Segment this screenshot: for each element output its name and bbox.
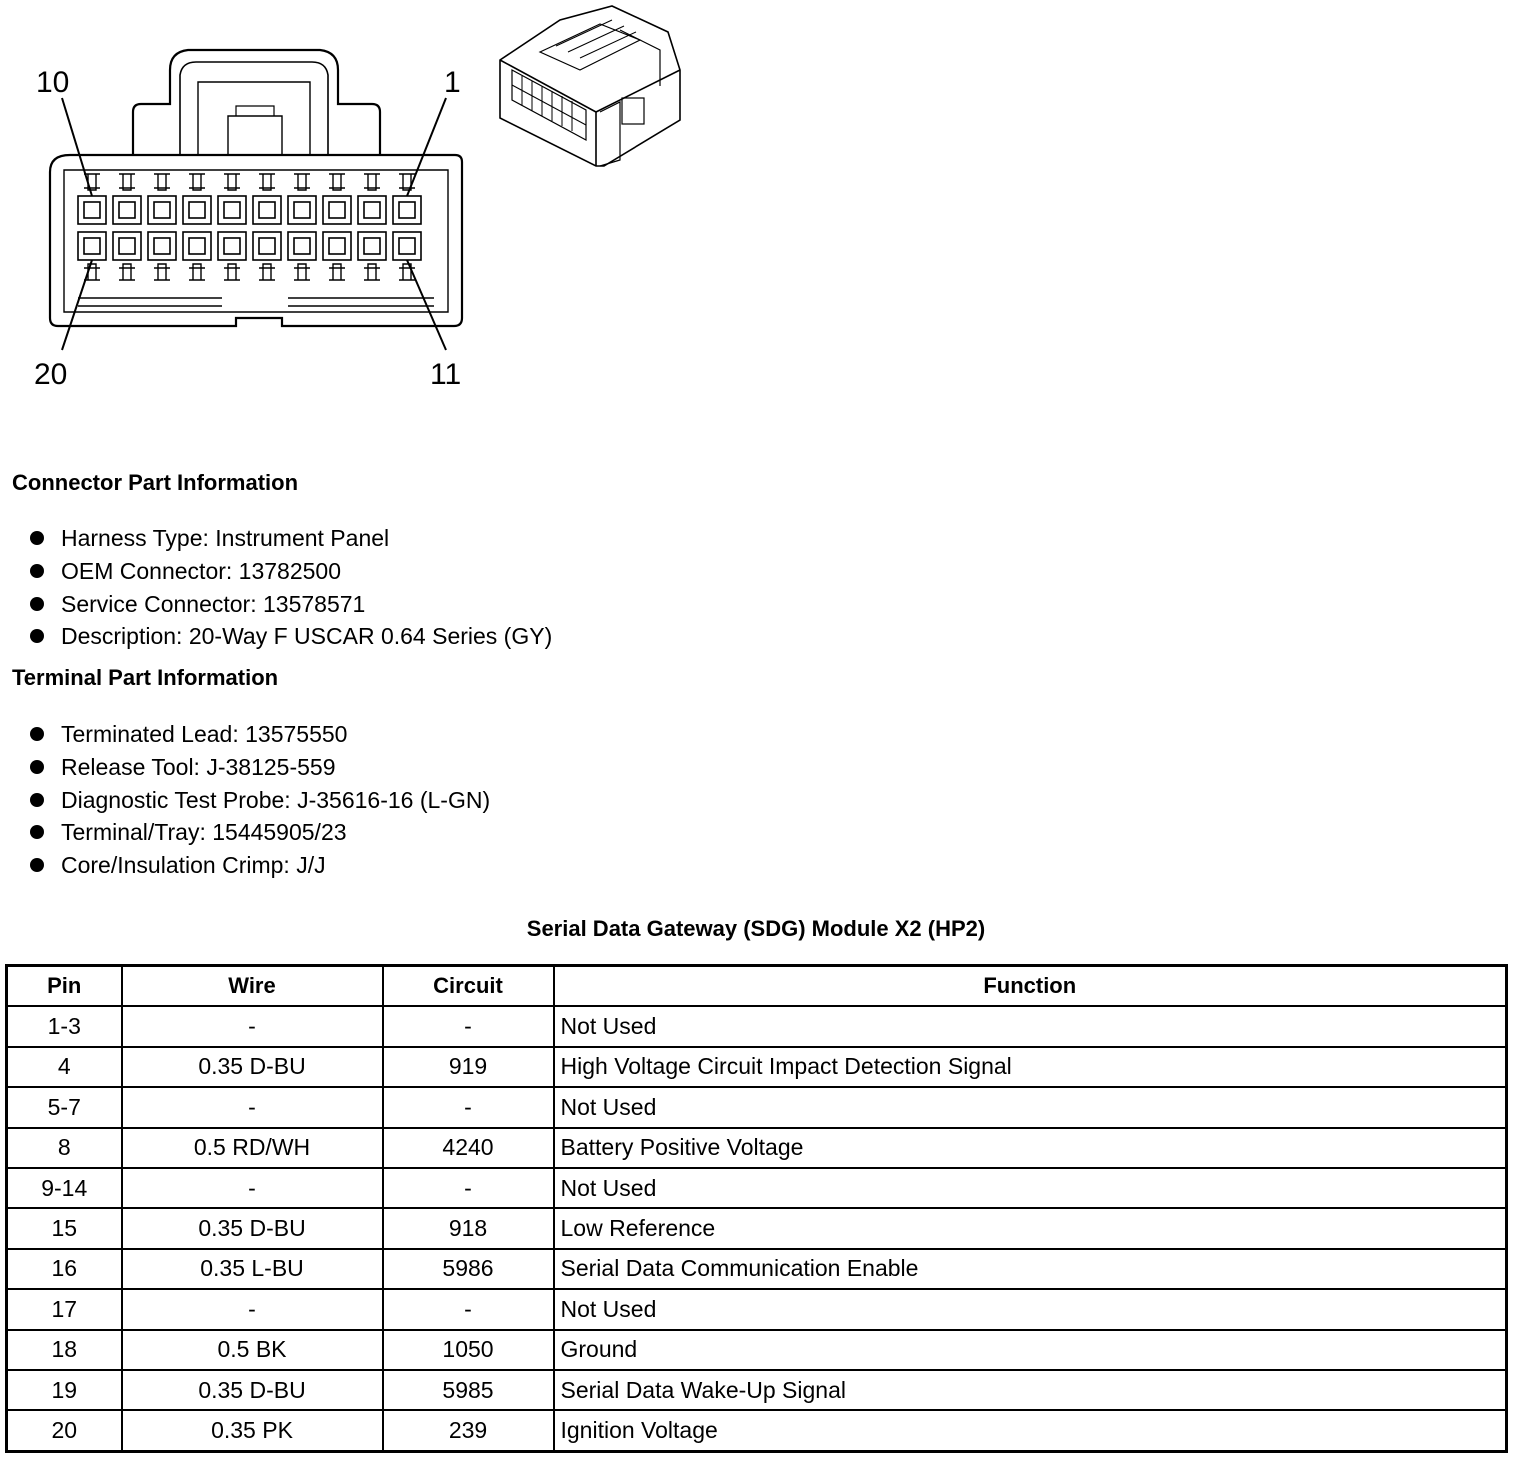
header-function: Function [554,966,1507,1007]
cell-wire: - [122,1087,383,1127]
cell-wire: - [122,1289,383,1329]
cell-circuit: 4240 [383,1128,554,1168]
table-row [7,1208,1507,1248]
list-item-text: Description: 20-Way F USCAR 0.64 Series (GY) [61,623,553,650]
cell-pin: 9-14 [7,1168,122,1208]
cell-function: Not Used [554,1168,1507,1208]
cell-pin: 5-7 [7,1087,122,1127]
bullet-icon [30,564,44,578]
cell-circuit: 5985 [383,1370,554,1410]
connector-diagram [0,0,700,420]
table-row [7,1410,1507,1451]
cell-wire: 0.5 RD/WH [122,1128,383,1168]
cell-function: Not Used [554,1087,1507,1127]
cell-pin: 1-3 [7,1006,122,1046]
table-row [7,1087,1507,1127]
bullet-icon [30,629,44,643]
cell-function: Battery Positive Voltage [554,1128,1507,1168]
table-header-row [7,966,1507,1007]
cell-pin: 19 [7,1370,122,1410]
list-item-text: Terminated Lead: 13575550 [61,721,348,747]
cell-circuit: - [383,1168,554,1208]
cell-circuit: - [383,1289,554,1329]
list-item [28,849,490,882]
list-item [28,784,490,817]
bullet-icon [30,597,44,611]
bullet-icon [30,531,44,545]
cell-circuit: 5986 [383,1249,554,1289]
list-item [28,588,552,621]
header-wire: Wire [122,966,383,1007]
table-row [7,1330,1507,1370]
cell-function: Ground [554,1330,1507,1370]
pin-label-20: 20 [34,358,68,391]
list-item [28,718,490,751]
list-item-text: Terminal/Tray: 15445905/23 [61,819,347,846]
connector-face-illustration [0,0,700,420]
list-item-text: Harness Type: Instrument Panel [61,525,390,551]
pin-label-10: 10 [36,66,70,99]
list-item-text: Service Connector: 13578571 [61,590,366,617]
bullet-icon [30,825,44,839]
cell-wire: 0.35 D-BU [122,1370,383,1410]
cell-function: Not Used [554,1006,1507,1046]
cell-wire: 0.5 BK [122,1330,383,1370]
bullet-icon [30,858,44,872]
cell-pin: 4 [7,1047,122,1087]
connector-isometric-illustration [500,6,680,166]
pin-table-title: Serial Data Gateway (SDG) Module X2 (HP2) [526,916,986,941]
cell-wire: - [122,1006,383,1046]
list-item-text: Core/Insulation Crimp: J/J [61,852,326,879]
cell-circuit: 919 [383,1047,554,1087]
table-row [7,1168,1507,1208]
list-item [28,522,552,555]
cell-wire: 0.35 L-BU [122,1249,383,1289]
terminal-part-info-heading: Terminal Part Information [12,665,279,690]
list-item [28,816,490,849]
cell-function: Low Reference [554,1208,1507,1248]
cell-function: Ignition Voltage [554,1410,1507,1451]
table-row [7,1370,1507,1410]
bullet-icon [30,727,44,741]
connector-part-info-list [28,522,552,653]
cell-function: Not Used [554,1289,1507,1329]
cell-function: Serial Data Communication Enable [554,1249,1507,1289]
list-item-text: Diagnostic Test Probe: J-35616-16 (L-GN) [61,786,491,813]
cell-circuit: 1050 [383,1330,554,1370]
cell-pin: 8 [7,1128,122,1168]
cell-function: High Voltage Circuit Impact Detection Signal [554,1047,1507,1087]
pin-label-1: 1 [444,66,461,99]
connector-part-info-heading: Connector Part Information [12,470,299,495]
bullet-icon [30,760,44,774]
list-item [28,620,552,653]
list-item-text: OEM Connector: 13782500 [61,557,342,584]
pin-label-11: 11 [430,358,462,391]
cell-wire: 0.35 D-BU [122,1208,383,1248]
cell-circuit: 239 [383,1410,554,1451]
terminal-part-info-list [28,718,490,882]
cell-pin: 17 [7,1289,122,1329]
cell-pin: 20 [7,1410,122,1451]
table-row [7,1128,1507,1168]
list-item [28,555,552,588]
list-item [28,751,490,784]
cell-wire: 0.35 D-BU [122,1047,383,1087]
bullet-icon [30,793,44,807]
table-row [7,1006,1507,1046]
table-row [7,1249,1507,1289]
cell-circuit: - [383,1006,554,1046]
cell-pin: 15 [7,1208,122,1248]
cell-wire: - [122,1168,383,1208]
cell-circuit: - [383,1087,554,1127]
cell-circuit: 918 [383,1208,554,1248]
header-pin: Pin [7,966,122,1007]
table-row [7,1047,1507,1087]
list-item-text: Release Tool: J-38125-559 [61,753,336,780]
table-row [7,1289,1507,1329]
cell-wire: 0.35 PK [122,1410,383,1451]
cell-pin: 18 [7,1330,122,1370]
header-circuit: Circuit [383,966,554,1007]
pin-table [5,964,1508,1453]
cell-function: Serial Data Wake-Up Signal [554,1370,1507,1410]
cell-pin: 16 [7,1249,122,1289]
